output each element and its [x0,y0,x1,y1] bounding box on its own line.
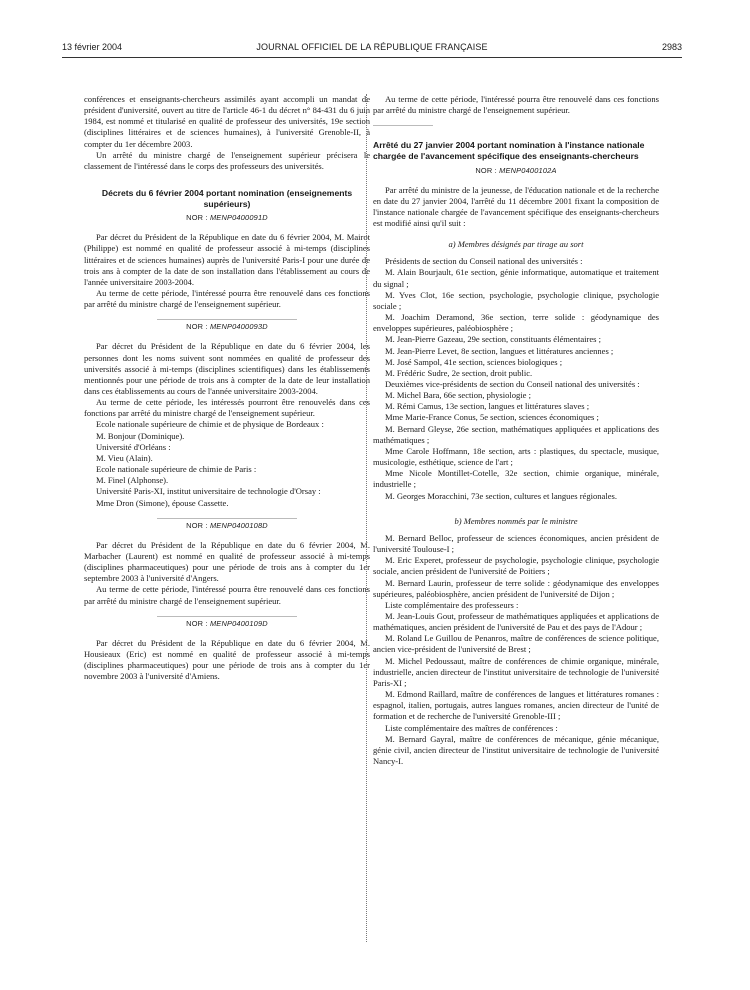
page-header [62,40,682,54]
nor-code: MENP0400109D [209,618,268,628]
list-item: M. Bernard Laurin, professeur de terre solide : géodynamique des enveloppes supérieures, paléobiosphère, ancien président de l'université de Dijon ; [373,577,659,599]
paragraph: Par décret du Président de la République en date du 6 février 2004, M. Marbacher (Laurent) est nommé en qualité de professeur associé à mi-temps (disciplines pharmaceutiques) pour une période de trois ans à compter du 1er septembre 2003 à l'université d'Angers. [84,539,370,584]
issue-date: 13 février 2004 [62,42,123,52]
nor-code: MENP0400091D [209,213,268,223]
paragraph: Université d'Orléans : [96,441,171,452]
subsection-title-a: a) Membres désignés par tirage au sort [448,239,584,250]
nor-label: NOR : [186,618,208,628]
list-item: Liste complémentaire des professeurs : [385,599,519,610]
list-item: M. Bernard Gayral, maître de conférences de mécanique, génie mécanique, génie civil, ancien directeur de l'institut universitaire de technologie de l'université Nancy-I. [373,733,659,766]
separator-line [157,616,297,617]
list-item: Mme Carole Hoffmann, 18e section, arts : plastiques, du spectacle, musique, musicologie, esthétique, science de l'art ; [373,445,659,468]
paragraph: Mme Dron (Simone), épouse Cassette. [96,497,229,508]
nor-code: MENP0400108D [209,520,268,530]
paragraph: Ecole nationale supérieure de chimie de Paris : [96,464,257,475]
paragraph: Au terme de cette période, les intéressés pourront être renouvelés dans ces fonctions par arrêté du ministre chargé de l'enseignement supérieur. [84,397,370,419]
nor-reference [84,521,370,531]
section-title-decrets: Décrets du 6 février 2004 portant nomination (enseignements supérieurs) [101,188,353,209]
list-item: M. Edmond Raillard, maître de conférences de langues et littératures romanes : espagnol, italien, portugais, autres langues romanes, ancien directeur de l'unité de formation et de recherche de l'université Grenoble-III ; [373,689,659,722]
nor-reference [373,166,659,176]
nor-reference [84,619,370,629]
list-item: M. Michel Bara, 66e section, physiologie ; [385,390,531,401]
nor-code: MENP0400093D [209,322,268,332]
header-rule [62,57,682,58]
journal-title: JOURNAL OFFICIEL DE LA RÉPUBLIQUE FRANÇAISE [256,42,488,52]
nor-reference [84,213,370,223]
paragraph: M. Vieu (Alain). [96,452,153,463]
nor-code: MENP0400102A [499,165,557,175]
separator-line [157,518,297,519]
list-item: M. Jean-Pierre Gazeau, 29e section, constituants élémentaires ; [385,334,601,345]
paragraph: Par arrêté du ministre de la jeunesse, de l'éducation nationale et de la recherche en date du 27 janvier 2004, l'arrêté du 11 décembre 2001 fixant la composition de l'instance nationale chargée de l'avancement spécifique des enseignants-chercheurs est modifié ainsi qu'il suit : [373,184,659,228]
list-item: M. Bernard Gleyse, 26e section, mathématiques appliquées et applications des mathématiques ; [373,423,659,445]
list-item: M. Bernard Belloc, professeur de sciences économiques, ancien président de l'université Toulouse-I ; [373,532,659,555]
nor-reference [84,322,370,332]
list-item: M. Jean-Louis Gout, professeur de mathématiques appliquées et applications de mathématiques, ancien président de l'université de Pau et des pays de l'Adour ; [373,610,659,633]
paragraph: Au terme de cette période, l'intéressé pourra être renouvelé dans ces fonctions par arrêté du ministre chargé de l'enseignement supérieur. [373,94,659,116]
separator-line [157,319,297,320]
paragraph: Au terme de cette période, l'intéressé pourra être renouvelé dans ces fonctions par arrêté du ministre chargé de l'enseignement supérieur. [84,288,370,310]
paragraph: M. Finel (Alphonse). [96,475,169,486]
paragraph: Par décret du Président de la République en date du 6 février 2004, les personnes dont les noms suivent sont nommées en qualité de professeur des universités associé à mi-temps (disciplines scientifiques) dans les établissements mentionnés pour une période de trois ans à compter de la date de leur installation dans ces établissements au cours de l'année universitaire 2003-2004. [84,341,370,396]
separator-line [373,125,433,126]
list-item: M. Jean-Pierre Levet, 8e section, langues et littératures anciennes ; [385,345,614,356]
list-item: M. Alain Bourjault, 61e section, génie informatique, automatique et traitement du signal ; [373,267,659,289]
list-item: Liste complémentaire des maîtres de conférences : [385,722,558,733]
paragraph: Université Paris-XI, institut universitaire de technologie d'Orsay : [96,486,321,497]
paragraph: Ecole nationale supérieure de chimie et de physique de Bordeaux : [96,419,324,430]
right-column [373,94,659,767]
list-item: M. Michel Pedoussaut, maître de conférences de chimie organique, minérale, industrielle, ancien directeur de l'institut universitaire de technologie de l'université Paris-XI ; [373,655,659,688]
paragraph: Au terme de cette période, l'intéressé pourra être renouvelé dans ces fonctions par arrêté du ministre chargé de l'enseignement supérieur. [84,584,370,606]
list-item: M. José Sampol, 41e section, sciences biologiques ; [385,356,563,367]
nor-label: NOR : [186,322,208,332]
list-item: M. Frédéric Sudre, 2e section, droit public. [385,367,533,378]
nor-label: NOR : [186,520,208,530]
paragraph: conférences et enseignants-chercheurs assimilés ayant accompli un mandat de président d'université, ouvert au titre de l'article 46-1 du décret n° 84-431 du 6 juin 1984, est nommé et titularisé en qualité de professeur des universités, 19e section (disciplines littéraires et de sciences humaines), à l'université Grenoble-II, à compter du 1er décembre 2003. [84,94,370,149]
list-item: Mme Nicole Montillet-Cotelle, 32e section, chimie organique, minérale, industrielle ; [373,468,659,490]
paragraph: M. Bonjour (Dominique). [96,430,185,441]
list-item: Deuxièmes vice-présidents de section du Conseil national des universités : [385,379,640,389]
list-item: M. Rémi Camus, 13e section, langues et littératures slaves ; [385,401,590,412]
list-item: M. Eric Experet, professeur de psychologie, psychologie clinique, psychologie sociale, ancien président de l'université de Poitiers ; [373,555,659,577]
paragraph: Un arrêté du ministre chargé de l'enseignement supérieur précisera le classement de l'intéressé dans le corps des professeurs des universités. [84,149,370,171]
paragraph: Par décret du Président de la République en date du 6 février 2004, M. Mairot (Philippe) est nommé en qualité de professeur associé à mi-temps (disciplines littéraires et de sciences humaines) auprès de l'université Paris-I pour une durée de trois ans à compter de la date de son installation dans l'établissement au cours de l'année universitaire 2003-2004. [84,232,370,287]
left-column [84,94,370,682]
page-number: 2983 [661,42,682,52]
nor-label: NOR : [186,213,208,223]
subsection-title-b: b) Membres nommés par le ministre [454,515,578,526]
column-divider [366,94,367,942]
nor-label: NOR : [475,165,497,175]
list-item: Présidents de section du Conseil national des universités : [385,256,583,267]
list-item: M. Roland Le Guillou de Penanros, maître de conférences de science politique, ancien vice-président de l'université de Brest ; [373,633,659,655]
section-title-arrete: Arrêté du 27 janvier 2004 portant nomination à l'instance nationale chargée de l'avancement spécifique des enseignants-chercheurs [373,140,645,161]
paragraph: Par décret du Président de la République en date du 6 février 2004, M. Housieaux (Eric) est nommé en qualité de professeur associé à mi-temps (disciplines pharmaceutiques) pour une période de trois ans à compter du 1er novembre 2003 à l'université d'Amiens. [84,637,370,682]
list-item: M. Joachim Deramond, 36e section, terre solide : géodynamique des enveloppes supérieures, paléobiosphère ; [373,312,659,334]
list-item: M. Georges Moracchini, 73e section, cultures et langues régionales. [385,490,617,501]
list-item: Mme Marie-France Conus, 5e section, sciences économiques ; [385,412,599,423]
list-item: M. Yves Clot, 16e section, psychologie, psychologie clinique, psychologie sociale ; [373,289,659,311]
